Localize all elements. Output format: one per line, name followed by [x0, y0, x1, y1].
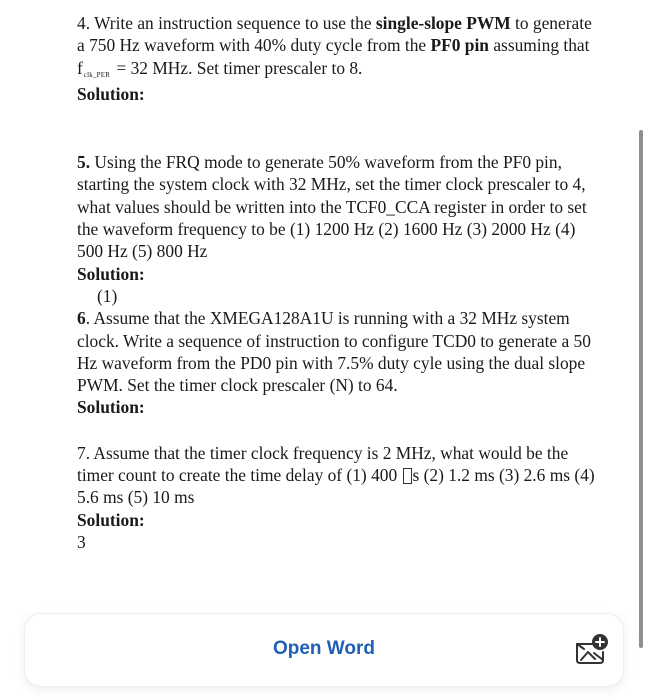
- q4-text-4: = 32 MHz. Set timer prescaler to 8.: [112, 57, 363, 78]
- save-to-device-icon[interactable]: [573, 632, 609, 666]
- q4-text-1: 4. Write an instruction sequence to use the: [77, 13, 376, 33]
- question-6: [77, 307, 597, 396]
- question-7: [77, 442, 597, 509]
- q7-answer: 3: [77, 531, 86, 552]
- bottom-action-bar: [25, 614, 623, 686]
- q5-answer: (1): [97, 285, 118, 306]
- q4-text-2: to generate a 750 Hz waveform with 40% duty cycle from the: [77, 13, 592, 56]
- q7-solution-label: Solution:: [77, 509, 145, 530]
- question-5: [77, 151, 597, 262]
- q5-number: 5.: [77, 152, 91, 173]
- q5-text: Using the FRQ mode to generate 50% waveform from the PF0 pin, starting the system clock with 32 MHz, set the timer clock prescaler to 4, what values should be written into the TCF0_CCA register in order to set the waveform frequency to be (1) 1200 Hz (2) 1600 Hz (3) 2000 Hz (4) 500 Hz (5) 800 Hz: [77, 152, 587, 262]
- q5-solution-label: Solution:: [77, 263, 145, 284]
- q4-solution-label: Solution:: [77, 83, 145, 104]
- document-body: [77, 12, 597, 553]
- q4-text-3: assuming that f: [77, 35, 590, 78]
- q6-solution-label: Solution:: [77, 397, 145, 418]
- q6-text: . Assume that the XMEGA128A1U is running with a 32 MHz system clock. Write a sequence of instruction to configure TCD0 to generate a 50 Hz waveform from the PD0 pin with 7.5% duty cyle using the dual slope PWM. Set the timer clock prescaler (N) to 64.: [77, 308, 591, 396]
- scrollbar[interactable]: [639, 130, 643, 648]
- q4-subscript: clk_PER: [83, 70, 111, 79]
- q7-text-2: s (2) 1.2 ms (3) 2.6 ms (4) 5.6 ms (5) 10 ms: [77, 465, 595, 508]
- question-4: [77, 12, 597, 83]
- open-word-button[interactable]: Open Word: [272, 638, 376, 659]
- q6-number: 6: [77, 308, 86, 329]
- q4-bold-1: single-slope PWM: [375, 13, 511, 33]
- q7-text-1: 7. Assume that the timer clock frequency is 2 MHz, what would be the timer count to create the time delay of (1) 400: [77, 442, 569, 486]
- missing-glyph-box: [403, 468, 412, 484]
- q4-bold-2: PF0 pin: [430, 35, 489, 56]
